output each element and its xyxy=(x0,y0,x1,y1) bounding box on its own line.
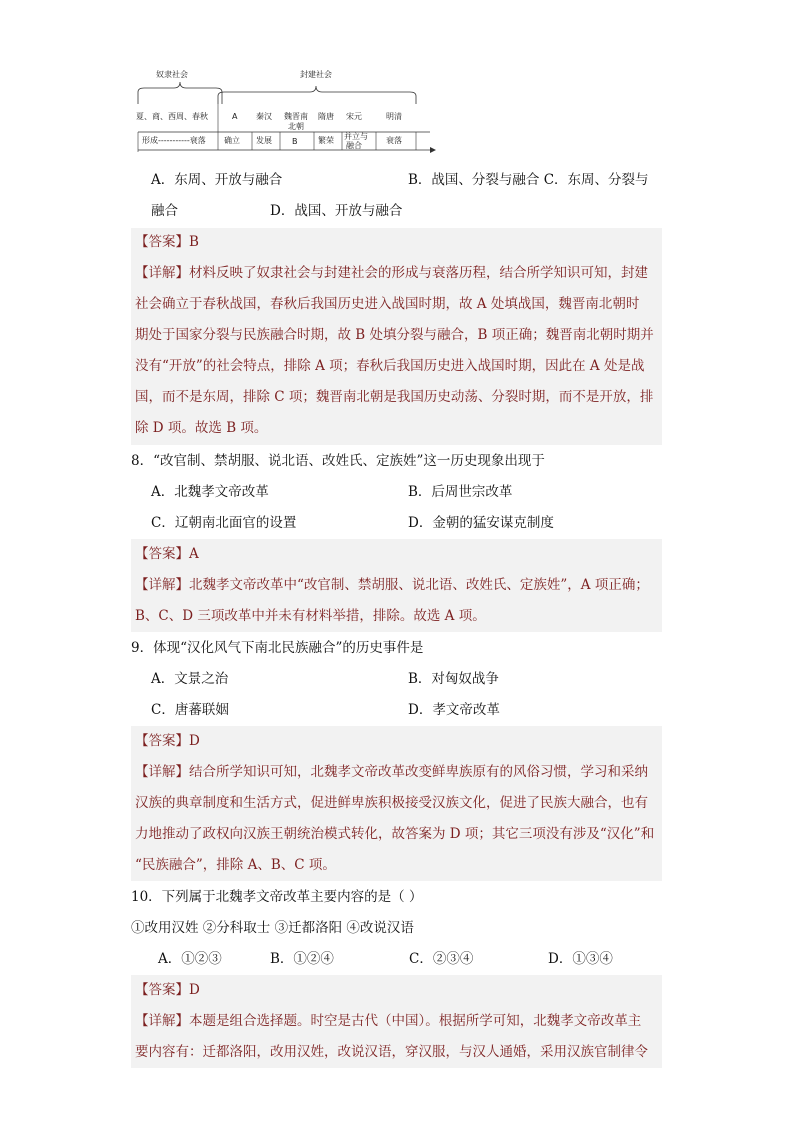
q9-detail-3: 力地推动了政权向汉族王朝统治模式转化，故答案为 D 项；其它三项没有涉及“汉化”和 xyxy=(135,826,655,842)
q10-option-a: A．①②③ xyxy=(158,951,222,967)
q8-option-b: B．后周世宗改革 xyxy=(408,484,513,500)
q7-option-c-cont: 融合 xyxy=(151,203,178,219)
q10-stem: 10．下列属于北魏孝文帝改革主要内容的是（ ） xyxy=(131,889,423,905)
q8-detail-1: 【详解】北魏孝文帝改革中“改官制、禁胡服、说北语、改姓氏、定族姓”，A 项正确； xyxy=(135,577,649,593)
q8-detail-2: B、C、D 三项改革中并未有材料举措，排除。故选 A 项。 xyxy=(135,608,486,624)
q9-detail-4: “民族融合”，排除 A、B、C 项。 xyxy=(135,857,336,873)
era-songyuan: 宋元 xyxy=(346,112,362,121)
q10-option-b: B．①②④ xyxy=(270,951,334,967)
q8-option-a: A．北魏孝文帝改革 xyxy=(151,484,269,500)
q10-option-d: D．①③④ xyxy=(548,951,613,967)
era-xia-shang: 夏、商、西周、春秋 xyxy=(136,112,208,121)
stage-bingli: 并立与 xyxy=(344,132,368,141)
stage-xingcheng: 形成-----------衰落 xyxy=(142,136,206,145)
stage-fanrong: 繁荣 xyxy=(318,136,334,145)
q7-option-d: D．战国、开放与融合 xyxy=(270,203,403,219)
q8-option-d: D．金朝的猛安谋克制度 xyxy=(408,515,554,531)
q9-detail-1: 【详解】结合所学知识可知，北魏孝文帝改革改变鲜卑族原有的风俗习惯，学习和采纳 xyxy=(135,764,648,780)
q10-answer: 【答案】D xyxy=(135,982,200,998)
era-weijin: 魏晋南 xyxy=(284,112,308,121)
stage-queli: 确立 xyxy=(224,136,240,145)
q9-answer: 【答案】D xyxy=(135,733,200,749)
q7-option-a: A．东周、开放与融合 xyxy=(151,172,283,188)
q10-detail-2: 要内容有：迁都洛阳，改用汉姓，改说汉语，穿汉服，与汉人通婚，采用汉族官制律令 xyxy=(135,1044,648,1060)
q8-answer: 【答案】A xyxy=(135,546,199,562)
q8-stem: 8．“改官制、禁胡服、说北语、改姓氏、定族姓”这一历史现象出现于 xyxy=(131,453,545,469)
q9-option-d: D．孝文帝改革 xyxy=(408,702,500,718)
q9-detail-2: 汉族的典章制度和生活方式，促进鲜卑族积极接受汉族文化，促进了民族大融合，也有 xyxy=(135,795,648,811)
era-mingqing: 明清 xyxy=(386,112,402,121)
label-slave-society: 奴隶社会 xyxy=(156,70,188,79)
q7-answer: 【答案】B xyxy=(135,234,199,250)
q7-detail-2: 社会确立于春秋战国，春秋后我国历史进入战国时期，故 A 处填战国，魏晋南北朝时 xyxy=(135,296,640,312)
q7-detail-3: 期处于国家分裂与民族融合时期，故 B 处填分裂与融合，B 项正确；魏晋南北朝时期并 xyxy=(135,327,654,343)
q7-detail-5: 国，而不是东周，排除 C 项；魏晋南北朝是我国历史动荡、分裂时期，而不是开放，排 xyxy=(135,389,654,405)
q10-items: ①改用汉姓 ②分科取士 ③迁都洛阳 ④改说汉语 xyxy=(131,920,414,936)
era-a: A xyxy=(232,112,238,121)
q7-option-bc: B．战国、分裂与融合 C．东周、分裂与 xyxy=(408,172,649,188)
era-suitang: 隋唐 xyxy=(318,112,334,121)
q7-detail-1: 【详解】材料反映了奴隶社会与封建社会的形成与衰落历程，结合所学知识可知，封建 xyxy=(135,265,648,281)
era-qinhan: 秦汉 xyxy=(256,112,272,121)
timeline-diagram xyxy=(130,60,450,160)
q9-stem: 9．体现“汉化风气下南北民族融合”的历史事件是 xyxy=(131,640,424,656)
era-b: B xyxy=(292,137,298,146)
era-beichao: 北朝 xyxy=(288,122,304,131)
stage-fazhan: 发展 xyxy=(256,136,272,145)
q9-option-a: A．文景之治 xyxy=(151,671,229,687)
q9-option-b: B．对匈奴战争 xyxy=(408,671,499,687)
q7-detail-6: 除 D 项。故选 B 项。 xyxy=(135,420,268,436)
q8-option-c: C．辽朝南北面官的设置 xyxy=(151,515,297,531)
q10-detail-1: 【详解】本题是组合选择题。时空是古代（中国）。根据所学可知，北魏孝文帝改革主 xyxy=(135,1013,642,1029)
label-feudal-society: 封建社会 xyxy=(300,70,332,79)
q10-option-c: C．②③④ xyxy=(409,951,474,967)
q9-option-c: C．唐蕃联姻 xyxy=(151,702,229,718)
q7-detail-4: 没有“开放”的社会特点，排除 A 项；春秋后我国历史进入战国时期，因此在 A 处是战 xyxy=(135,358,645,374)
stage-ronghe: 融合 xyxy=(346,141,362,150)
stage-shuailuo: 衰落 xyxy=(386,136,402,145)
